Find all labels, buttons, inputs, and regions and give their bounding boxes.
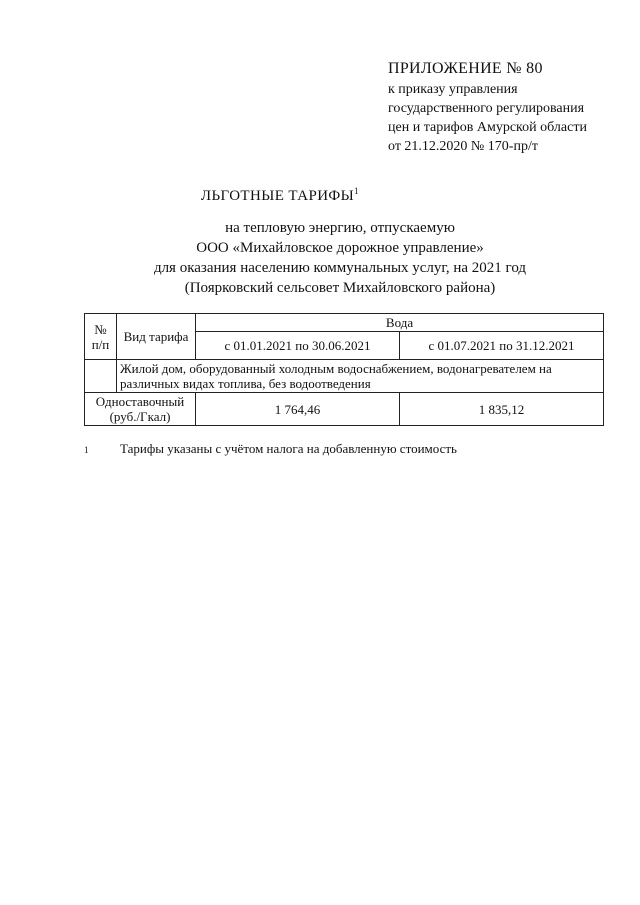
tariff-type-cell: Одноставочный (руб./Гкал) [85,393,196,426]
header-period: с 01.01.2021 по 30.06.2021 [196,332,400,360]
group-row-number-cell [85,360,117,393]
footnote-text: Тарифы указаны с учётом налога на добавленную стоимость [120,441,457,456]
appendix-line: от 21.12.2020 № 170-пр/т [388,139,538,154]
tariff-value: 1 835,12 [399,393,603,426]
tariff-value: 1 764,46 [196,393,400,426]
header-period: с 01.07.2021 по 31.12.2021 [399,332,603,360]
header-number: № п/п [85,314,117,360]
subtitle-line: ООО «Михайловское дорожное управление» [196,240,484,256]
appendix-line: к приказу управления [388,82,518,97]
header-group-water: Вода [196,314,604,332]
tariff-table [84,313,604,426]
footnote [84,441,457,457]
appendix-line: цен и тарифов Амурской области [388,120,587,135]
appendix-line: государственного регулирования [388,101,585,116]
footnote-mark: 1 [84,445,89,456]
document-title-text: ЛЬГОТНЫЕ ТАРИФЫ [200,188,355,204]
appendix-block [388,58,628,156]
subtitle-line: (Поярковский сельсовет Михайловского района) [184,280,496,296]
subtitle-line: на тепловую энергию, отпускаемую [225,220,455,236]
document-title [0,186,560,205]
group-label: Жилой дом, оборудованный холодным водоснабжением, водонагревателем на различных видах топлива, без водоотведения [117,360,604,393]
subtitle-line: для оказания населению коммунальных услуг, на 2021 год [153,260,527,276]
appendix-title: ПРИЛОЖЕНИЕ № 80 [388,60,543,77]
header-tariff-type: Вид тарифа [117,314,196,360]
footnote-ref: 1 [354,186,360,196]
